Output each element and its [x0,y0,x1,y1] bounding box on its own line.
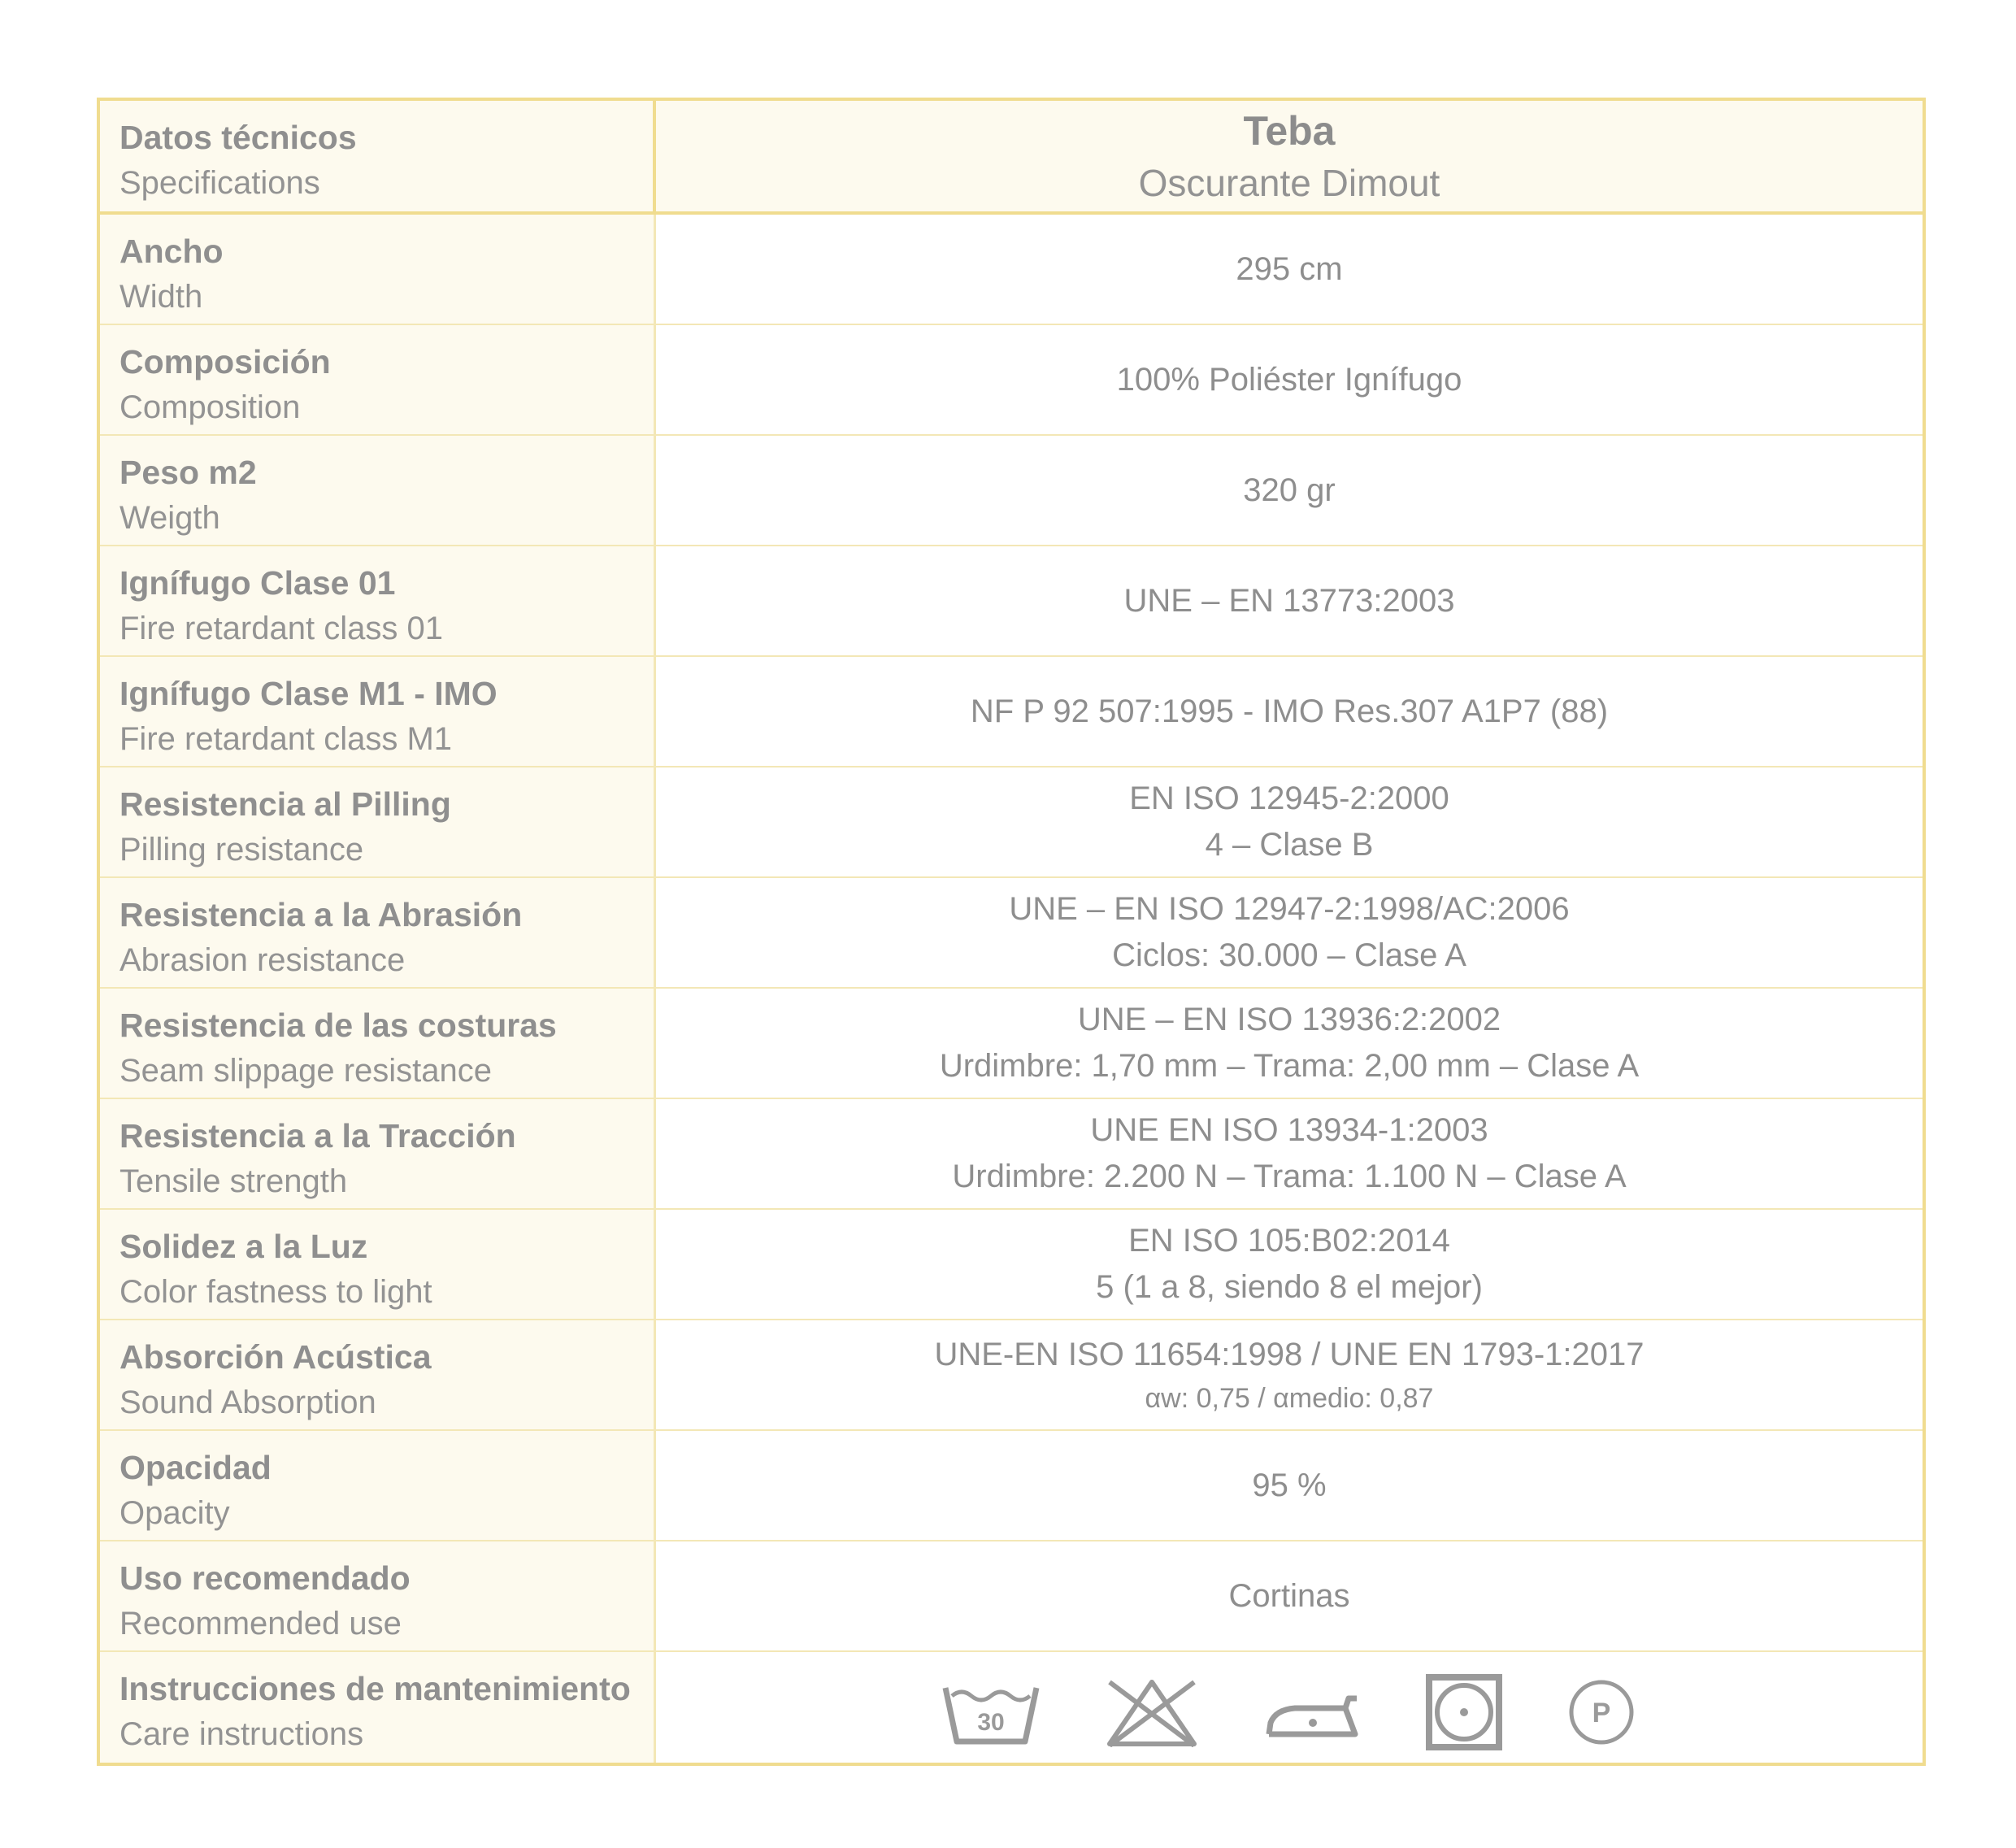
tumble-dry-low-icon [1425,1673,1503,1751]
row-label-es: Composición [119,343,331,380]
row-value: UNE – EN ISO 13936:2:2002 [1077,1002,1501,1037]
row-value-secondary: Ciclos: 30.000 – Clase A [1112,937,1466,973]
row-value-secondary: αw: 0,75 / αmedio: 0,87 [1145,1382,1434,1414]
row-label-en: Weigth [119,500,220,536]
row-value-cell [656,325,1923,434]
table-row-fire-class-m1 [100,657,1923,767]
row-value: UNE EN ISO 13934-1:2003 [1090,1112,1488,1148]
row-label-es: Ignífugo Clase 01 [119,564,396,602]
row-label-cell [100,657,656,766]
row-label-cell [100,215,656,324]
row-label-en: Fire retardant class M1 [119,721,453,757]
row-label-en: Composition [119,389,301,425]
row-value-cell [656,767,1923,876]
row-label-es: Resistencia al Pilling [119,785,451,823]
row-value: 295 cm [1236,250,1343,287]
row-value: UNE-EN ISO 11654:1998 / UNE EN 1793-1:2017 [934,1336,1645,1372]
table-row-light-fastness [100,1210,1923,1320]
row-value-cell [656,215,1923,324]
spec-table [97,98,1926,1766]
row-label-es: Resistencia a la Abrasión [119,896,523,933]
row-value-cell [656,989,1923,1098]
row-label-es: Instrucciones de mantenimiento [119,1670,631,1707]
table-row-composition [100,325,1923,436]
row-label-en: Sound Absorption [119,1385,376,1420]
no-bleach-icon [1103,1677,1201,1747]
dry-clean-p-icon [1566,1677,1636,1747]
row-label-es: Uso recomendado [119,1559,411,1597]
table-row-care [100,1652,1923,1763]
row-label-cell [100,1320,656,1429]
table-row-opacity [100,1431,1923,1541]
row-label-en: Opacity [119,1495,230,1531]
table-header-row [100,101,1923,215]
row-label-en: Abrasion resistance [119,942,406,978]
row-value-secondary: Urdimbre: 2.200 N – Trama: 1.100 N – Clase A [952,1159,1627,1194]
row-label-cell [100,1541,656,1650]
row-value: UNE – EN 13773:2003 [1123,582,1455,619]
row-label-cell [100,1210,656,1319]
row-label-en: Fire retardant class 01 [119,611,443,646]
header-label-cell [100,101,656,211]
row-value-cell [656,546,1923,655]
table-row-sound-absorption [100,1320,1923,1431]
row-label-es: Resistencia de las costuras [119,1007,557,1044]
row-value: 320 gr [1243,472,1336,508]
care-icons-cell [656,1652,1923,1763]
table-row-width [100,215,1923,325]
row-value-cell [656,878,1923,987]
wash-temp: 30 [977,1709,1005,1736]
row-value-cell [656,657,1923,766]
row-label-es: Peso m2 [119,454,257,491]
row-value: Cortinas [1228,1577,1350,1614]
iron-low-icon [1264,1684,1362,1741]
row-value-cell [656,1541,1923,1650]
row-label-en: Seam slippage resistance [119,1053,493,1089]
row-value-cell [656,1431,1923,1540]
row-label-es: Absorción Acústica [119,1338,432,1376]
row-label-es: Opacidad [119,1449,272,1486]
row-value: 100% Poliéster Ignífugo [1116,361,1462,398]
row-label-en: Tensile strength [119,1163,348,1199]
row-label-cell [100,989,656,1098]
row-label-en: Recommended use [119,1606,402,1641]
row-label-es: Ignífugo Clase M1 - IMO [119,675,497,712]
table-row-tensile [100,1099,1923,1210]
row-label-en: Pilling resistance [119,832,364,867]
row-label-en: Width [119,279,203,315]
row-value: NF P 92 507:1995 - IMO Res.307 A1P7 (88) [970,693,1609,729]
header-label-es: Datos técnicos [119,119,357,156]
table-row-seam [100,989,1923,1099]
row-value-secondary: 5 (1 a 8, siendo 8 el mejor) [1096,1269,1483,1305]
row-label-cell [100,878,656,987]
dry-clean-letter: P [1592,1698,1611,1728]
table-row-recommended-use [100,1541,1923,1652]
row-label-cell [100,1652,656,1763]
table-row-fire-class-01 [100,546,1923,657]
row-label-es: Ancho [119,233,224,270]
row-value-cell [656,1320,1923,1429]
header-label-en: Specifications [119,165,320,201]
row-value-secondary: Urdimbre: 1,70 mm – Trama: 2,00 mm – Clase A [939,1048,1640,1084]
row-value-cell [656,1099,1923,1208]
row-value: 95 % [1252,1467,1327,1503]
row-label-cell [100,1431,656,1540]
row-label-cell [100,325,656,434]
row-label-es: Resistencia a la Tracción [119,1117,516,1154]
table-row-pilling [100,767,1923,878]
care-icons [942,1663,1636,1751]
row-value-secondary: 4 – Clase B [1205,827,1374,863]
row-label-cell [100,1099,656,1208]
row-value-cell [656,436,1923,545]
row-value: UNE – EN ISO 12947-2:1998/AC:2006 [1009,891,1570,927]
row-label-cell [100,546,656,655]
row-value: EN ISO 105:B02:2014 [1128,1223,1450,1259]
row-value-cell [656,1210,1923,1319]
table-row-weight [100,436,1923,546]
table-row-abrasion [100,878,1923,989]
wash-30-icon [942,1680,1040,1745]
row-label-cell [100,436,656,545]
product-subtitle: Oscurante Dimout [1138,162,1440,204]
product-name: Teba [1243,108,1336,154]
row-label-en: Care instructions [119,1716,364,1752]
row-label-en: Color fastness to light [119,1274,432,1310]
row-label-cell [100,767,656,876]
row-label-es: Solidez a la Luz [119,1228,368,1265]
header-product-cell [656,101,1923,211]
row-value: EN ISO 12945-2:2000 [1129,781,1449,816]
